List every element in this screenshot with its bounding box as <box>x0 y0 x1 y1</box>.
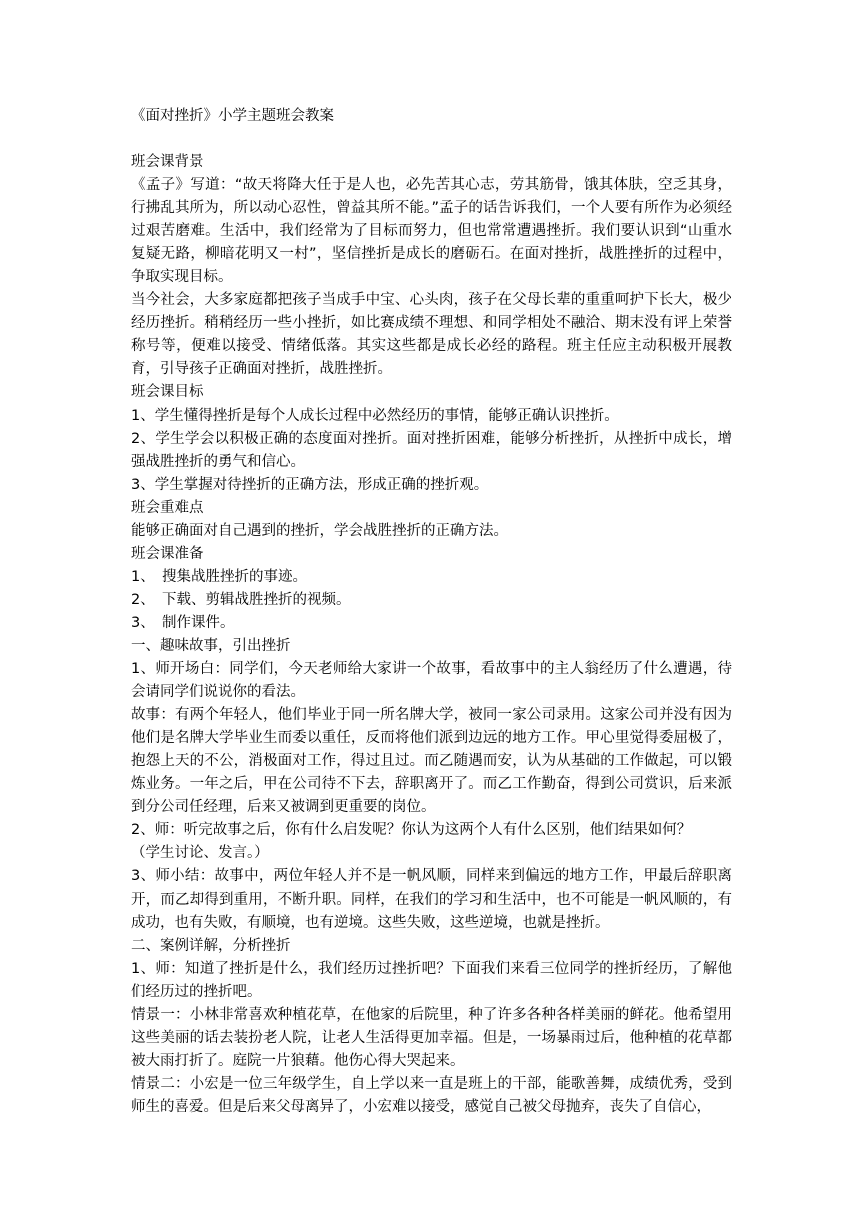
goal-item-3: 3、学生掌握对待挫折的正确方法，形成正确的挫折观。 <box>131 476 489 493</box>
paragraph-story: 故事：有两个年轻人，他们毕业于同一所名牌大学，被同一家公司录用。这家公司并没有因为他们是名牌大学毕业生而委以重任，反而将他们派到边远的地方工作。甲心里觉得委屈极了，抱怨上天的不公，消极面对工作，得过且过。而乙随遇而安，认为从基础的工作做起，可以锻炼业务。一年之后，甲在公司待不下去，辞职离开了。而乙工作勤奋，得到公司赏识，后来派到分公司任经理，后来又被调到更重要的岗位。 <box>131 707 732 816</box>
paragraph-summary: 3、师小结：故事中，两位年轻人并不是一帆风顺，同样来到偏远的地方工作，甲最后辞职离开，而乙却得到重用，不断升职。同样，在我们的学习和生活中，也不可能是一帆风顺的，有成功，也有失败，有顺境，也有逆境。这些失败，这些逆境，也就是挫折。 <box>131 868 732 931</box>
section-heading-preparation: 班会课准备 <box>131 545 204 562</box>
document-title: 《面对挫折》小学主题班会教案 <box>131 108 334 124</box>
section-heading-part-two: 二、案例详解，分析挫折 <box>131 937 291 954</box>
section-heading-goals: 班会课目标 <box>131 384 204 401</box>
preparation-item-1: 1、 搜集战胜挫折的事迹。 <box>131 568 307 585</box>
paragraph-scenario-two: 情景二：小宏是一位三年级学生，自上学以来一直是班上的干部，能歌善舞，成绩优秀，受到师生的喜爱。但是后来父母离异了，小宏难以接受，感觉自己被父母抛弃，丧失了自信心， <box>131 1075 732 1115</box>
section-heading-background: 班会课背景 <box>131 154 204 170</box>
section-heading-part-one: 一、趣味故事，引出挫折 <box>131 637 291 654</box>
paragraph-mencius-quote: 《孟子》写道：“故天将降大任于是人也，必先苦其心志，劳其筋骨，饿其体肤，空乏其身，行拂乱其所为，所以动心忍性，曾益其所不能。”孟子的话告诉我们，一个人要有所作为必须经过艰苦磨难。生活中，我们经常为了目标而努力，但也常常遭遇挫折。我们要认识到“山重水复疑无路，柳暗花明又一村”，坚信挫折是成长的磨砺石。在面对挫折，战胜挫折的过程中，争取实现目标。 <box>131 177 732 286</box>
paragraph-discussion: （学生讨论、发言。） <box>131 845 269 862</box>
paragraph-opening: 1、师开场白：同学们，今天老师给大家讲一个故事，看故事中的主人翁经历了什么遭遇，待会请同学们说说你的看法。 <box>131 661 732 701</box>
section-heading-key-points: 班会重难点 <box>131 499 204 516</box>
goal-item-1: 1、学生懂得挫折是每个人成长过程中必然经历的事情，能够正确认识挫折。 <box>131 407 619 424</box>
preparation-item-3: 3、 制作课件。 <box>131 614 235 631</box>
document-body <box>131 151 732 1119</box>
preparation-item-2: 2、 下载、剪辑战胜挫折的视频。 <box>131 591 351 608</box>
goal-item-2: 2、学生学会以积极正确的态度面对挫折。面对挫折困难，能够分析挫折，从挫折中成长，增强战胜挫折的勇气和信心。 <box>131 430 732 470</box>
paragraph-society: 当今社会，大多家庭都把孩子当成手中宝、心头肉，孩子在父母长辈的重重呵护下长大，极少经历挫折。稍稍经历一些小挫折，如比赛成绩不理想、和同学相处不融洽、期末没有评上荣誉称号等，便难以接受、情绪低落。其实这些都是成长必经的路程。班主任应主动积极开展教育，引导孩子正确面对挫折，战胜挫折。 <box>131 292 732 378</box>
paragraph-cases-intro: 1、师：知道了挫折是什么，我们经历过挫折吧？下面我们来看三位同学的挫折经历，了解他们经历过的挫折吧。 <box>131 960 732 1000</box>
paragraph-scenario-one: 情景一：小林非常喜欢种植花草，在他家的后院里，种了许多各种各样美丽的鲜花。他希望用这些美丽的话去装扮老人院，让老人生活得更加幸福。但是，一场暴雨过后，他种植的花草都被大雨打折了。庭院一片狼藉。他伤心得大哭起来。 <box>131 1006 732 1069</box>
paragraph-question: 2、师：听完故事之后，你有什么启发呢？你认为这两个人有什么区别，他们结果如何？ <box>131 822 692 839</box>
paragraph-key-points: 能够正确面对自己遇到的挫折，学会战胜挫折的正确方法。 <box>131 522 508 539</box>
